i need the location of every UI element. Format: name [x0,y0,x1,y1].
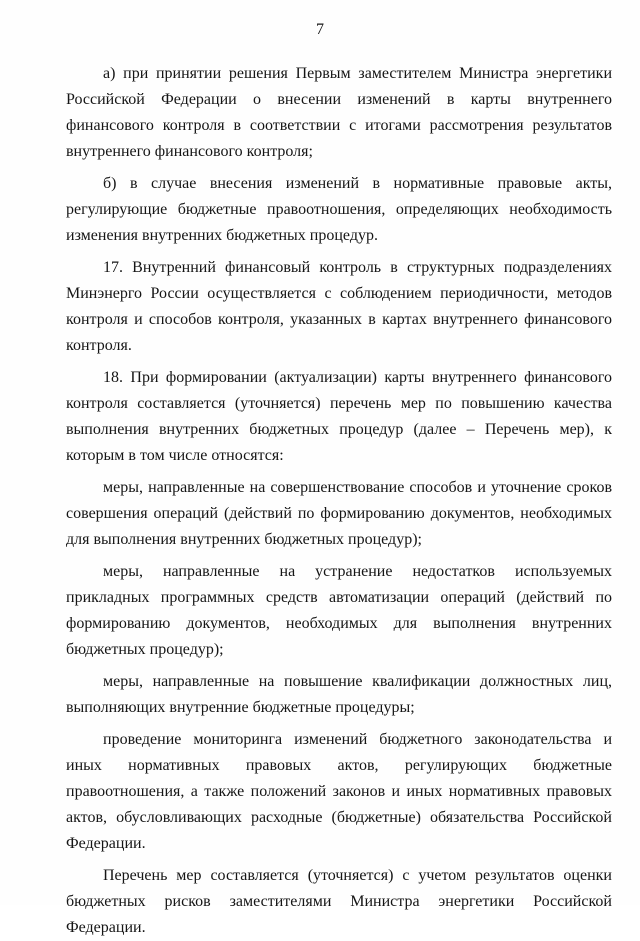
paragraph-a: а) при принятии решения Первым заместителем Министра энергетики Российской Федерации о внесении изменений в карты внутреннего финансового контроля в соответствии с итогами рассмотрения результатов внутреннего финансового контроля; [66,65,612,160]
document-body [66,61,612,941]
measure-item-methods: меры, направленные на совершенствование способов и уточнение сроков совершения операций (действий по формированию документов, необходимых для выполнения внутренних бюджетных процедур); [66,479,612,548]
paragraph-18: 18. При формировании (актуализации) карты внутреннего финансового контроля составляется (уточняется) перечень мер по повышению качества выполнения внутренних бюджетных процедур (далее – Перечень мер), к которым в том числе относятся: [66,369,612,464]
paragraph-17: 17. Внутренний финансовый контроль в структурных подразделениях Минэнерго России осуществляется с соблюдением периодичности, методов контроля и способов контроля, указанных в картах внутреннего финансового контроля. [66,259,612,354]
page-number: 7 [316,21,324,38]
measure-item-qualification: меры, направленные на повышение квалификации должностных лиц, выполняющих внутренние бюджетные процедуры; [66,673,612,716]
paragraph-b: б) в случае внесения изменений в нормативные правовые акты, регулирующие бюджетные правоотношения, определяющих необходимость изменения внутренних бюджетных процедур. [66,175,612,244]
measure-item-monitoring: проведение мониторинга изменений бюджетного законодательства и иных нормативных правовых актов, регулирующих бюджетные правоотношения, а также положений законов и иных нормативных правовых актов, обусловливающих расходные (бюджетные) обязательства Российской Федерации. [66,731,612,852]
measure-item-software: меры, направленные на устранение недостатков используемых прикладных программных средств автоматизации операций (действий по формированию документов, необходимых для выполнения внутренних бюджетных процедур); [66,563,612,658]
paragraph-measures-list: Перечень мер составляется (уточняется) с учетом результатов оценки бюджетных рисков заместителями Министра энергетики Российской Федерации. [66,867,612,936]
